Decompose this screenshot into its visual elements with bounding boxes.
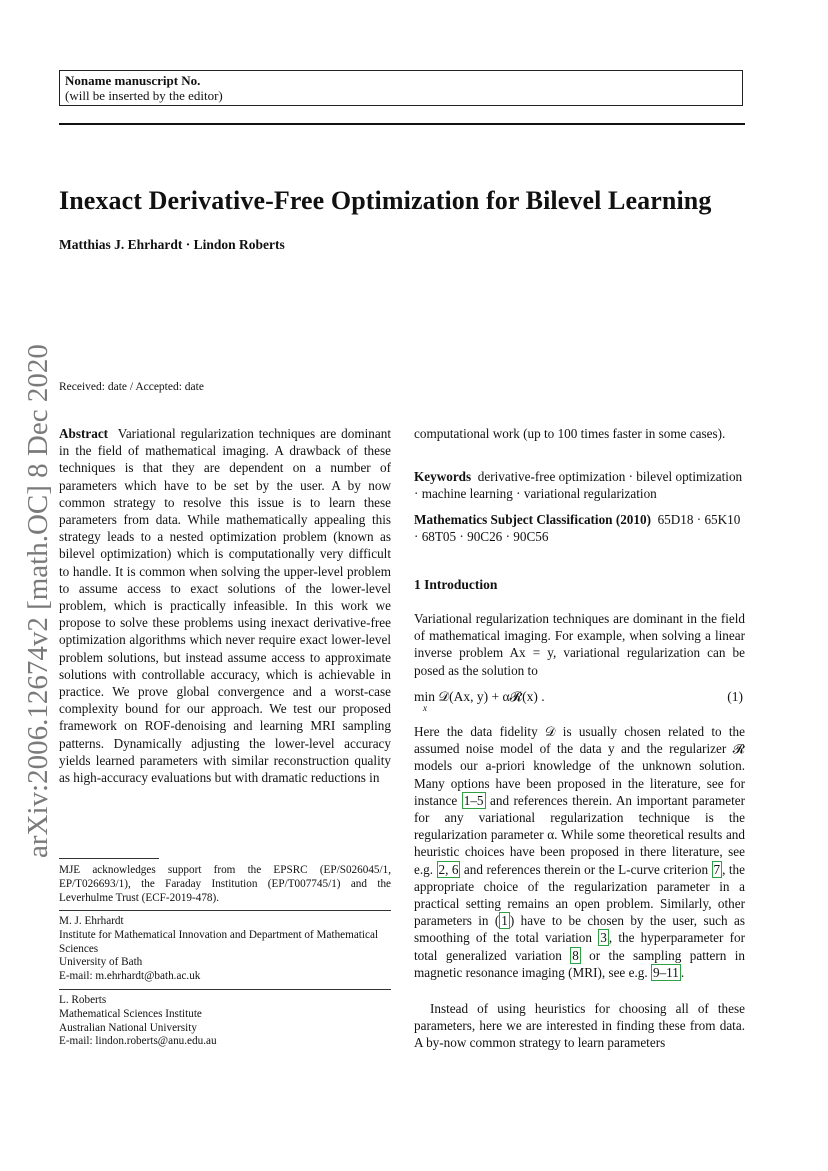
citation-link[interactable]: 2, 6 <box>438 861 459 877</box>
p2-text-d: , the appropriate choice of the regularization parameter in a practical setting remains an open problem. Similarly, other parameters in <box>414 861 745 929</box>
p2-text-h: . <box>680 964 685 980</box>
abstract-continuation: computational work (up to 100 times faster in some cases). <box>414 426 726 441</box>
abstract-label: Abstract <box>59 426 109 441</box>
p2-text-e: have to be chosen by the user, such as smoothing of the total variation <box>414 913 745 946</box>
author1-email[interactable]: E-mail: m.ehrhardt@bath.ac.uk <box>59 970 201 983</box>
manuscript-number: Noname manuscript No. <box>65 73 201 88</box>
p3-text: Instead of using heuristics for choosing all of these parameters, here we are interested in finding these from data. A by-now common strategy to learn parameters <box>414 1001 745 1051</box>
citation-link[interactable]: 7 <box>713 861 721 877</box>
section-heading-introduction: 1 Introduction <box>414 577 498 592</box>
received-date: Received: date / Accepted: date <box>59 381 204 393</box>
author2-affiliation <box>59 994 391 1049</box>
author-list: Matthias J. Ehrhardt · Lindon Roberts <box>59 237 285 252</box>
author1-university: University of Bath <box>59 956 143 969</box>
author1-institute: Institute for Mathematical Innovation and Department of Mathematical Sciences <box>59 928 379 955</box>
keywords-text: derivative-free optimization · bilevel optimization · machine learning · variational regularization <box>414 469 743 502</box>
author1-affiliation <box>59 915 391 984</box>
citation-link[interactable]: 8 <box>572 947 579 963</box>
intro-paragraph-3 <box>414 1000 745 1052</box>
equation-number: (1) <box>727 689 743 704</box>
affiliation-divider-2 <box>59 989 391 990</box>
p2-text-b: and references therein. An important parameter for any variational regularization technique is the regularization parameter α. While some theoretical results and heuristic choices have been proposed in there literature, see e.g. <box>414 792 745 877</box>
msc-codes: 65D18 · 65K10 · 68T05 · 90C26 · 90C56 <box>414 512 741 545</box>
msc-label: Mathematics Subject Classification (2010) <box>414 512 651 527</box>
p2-text-a: Here the data fidelity 𝒟 is usually chosen related to the assumed noise model of the data y and the regularizer 𝓡 models our a-priori knowledge of the unknown solution. Many options have been proposed in the literature, see for instance <box>414 724 745 808</box>
p2-text-g: or the sampling pattern in magnetic resonance imaging (MRI), see e.g. <box>414 947 745 980</box>
author2-name: L. Roberts <box>59 994 107 1006</box>
abstract-block <box>59 425 391 786</box>
abstract-text: Variational regularization techniques are dominant in the field of mathematical imaging. A drawback of these techniques is that they are dependent on a number of parameters which have to be set by the user. A by now common strategy to resolve this issue is to learn these parameters from data. While mathematically appealing this strategy leads to a nested optimization problem (known as bilevel optimization) which is computationally very difficult to handle. It is common when solving the upper-level problem to assume access to exact solutions of the lower-level problem, which is practically infeasible. In this work we propose to solve these problems using inexact derivative-free optimization algorithms which never require exact lower-level problem solutions, but instead assume access to approximate solutions with controllable accuracy, which is achievable in practice. We prove global convergence and a worst-case complexity bound for our approach. We test our proposed framework on ROF-denoising and learning MRI sampling patterns. Dynamically adjusting the lower-level accuracy yields learned parameters with similar reconstruction quality as high-accuracy evaluations but with dramatic reductions in <box>59 426 391 786</box>
keywords-block <box>414 468 745 502</box>
p2-text-c: and references therein or the L-curve criterion <box>460 861 712 877</box>
citation-link[interactable]: 1–5 <box>463 792 484 808</box>
paper-title: Inexact Derivative-Free Optimization for Bilevel Learning <box>59 186 712 215</box>
author2-university: Australian National University <box>59 1021 197 1034</box>
editor-note: (will be inserted by the editor) <box>65 88 223 103</box>
equation-1 <box>414 689 745 715</box>
manuscript-header-box <box>59 70 743 106</box>
author2-institute: Mathematical Sciences Institute <box>59 1007 202 1020</box>
author1-name: M. J. Ehrhardt <box>59 915 124 927</box>
arxiv-stamp: arXiv:2006.12674v2 [math.OC] 8 Dec 2020 <box>22 344 54 858</box>
footnote-rule <box>59 858 159 859</box>
intro-paragraph-1: Variational regularization techniques are dominant in the field of mathematical imaging. For example, when solving a linear inverse problem Ax = y, variational regularization can be posed as the solution to <box>414 611 745 678</box>
funding-footnote: MJE acknowledges support from the EPSRC (EP/S026045/1, EP/T026693/1), the Faraday Institution (EP/T007745/1) and the Leverhulme Trust (ECF-2019-478). <box>59 864 391 904</box>
equation-subscript: x <box>423 703 427 713</box>
affiliation-divider-1 <box>59 910 391 911</box>
intro-paragraph-2: Here the data fidelity 𝒟 is usually chosen related to the assumed noise model of the data y and the regularizer 𝓡 models our a-priori knowledge of the unknown solution. Many options have been proposed in the literature, see for instance 1–5 and references therein. An important parameter for any variational regularization technique is the regularization parameter α. While some theoretical results and heuristic choices have been proposed in there literature, see e.g. 2, 6 and references therein or the L-curve criterion 7 , the appropriate choice of the regularization parameter in a practical setting remains an open problem. Similarly, other parameters in ( 1 ) have to be chosen by the user, such as smoothing of the total variation 3 , the hyperparameter for total generalized variation 8 or the sampling pattern in magnetic resonance imaging (MRI), see e.g. 9–11 . <box>414 724 746 980</box>
equation-reference-link[interactable]: 1 <box>501 913 508 929</box>
citation-link[interactable]: 3 <box>600 930 607 946</box>
msc-block <box>414 511 745 545</box>
citation-link[interactable]: 9–11 <box>652 964 679 980</box>
author2-email[interactable]: E-mail: lindon.roberts@anu.edu.au <box>59 1035 217 1048</box>
header-rule <box>59 123 745 125</box>
p2-text-f: , the hyperparameter for total generalized variation <box>414 930 746 963</box>
equation-body: min 𝒟(Ax, y) + α𝓡(x) . <box>414 689 545 704</box>
keywords-label: Keywords <box>414 469 472 484</box>
